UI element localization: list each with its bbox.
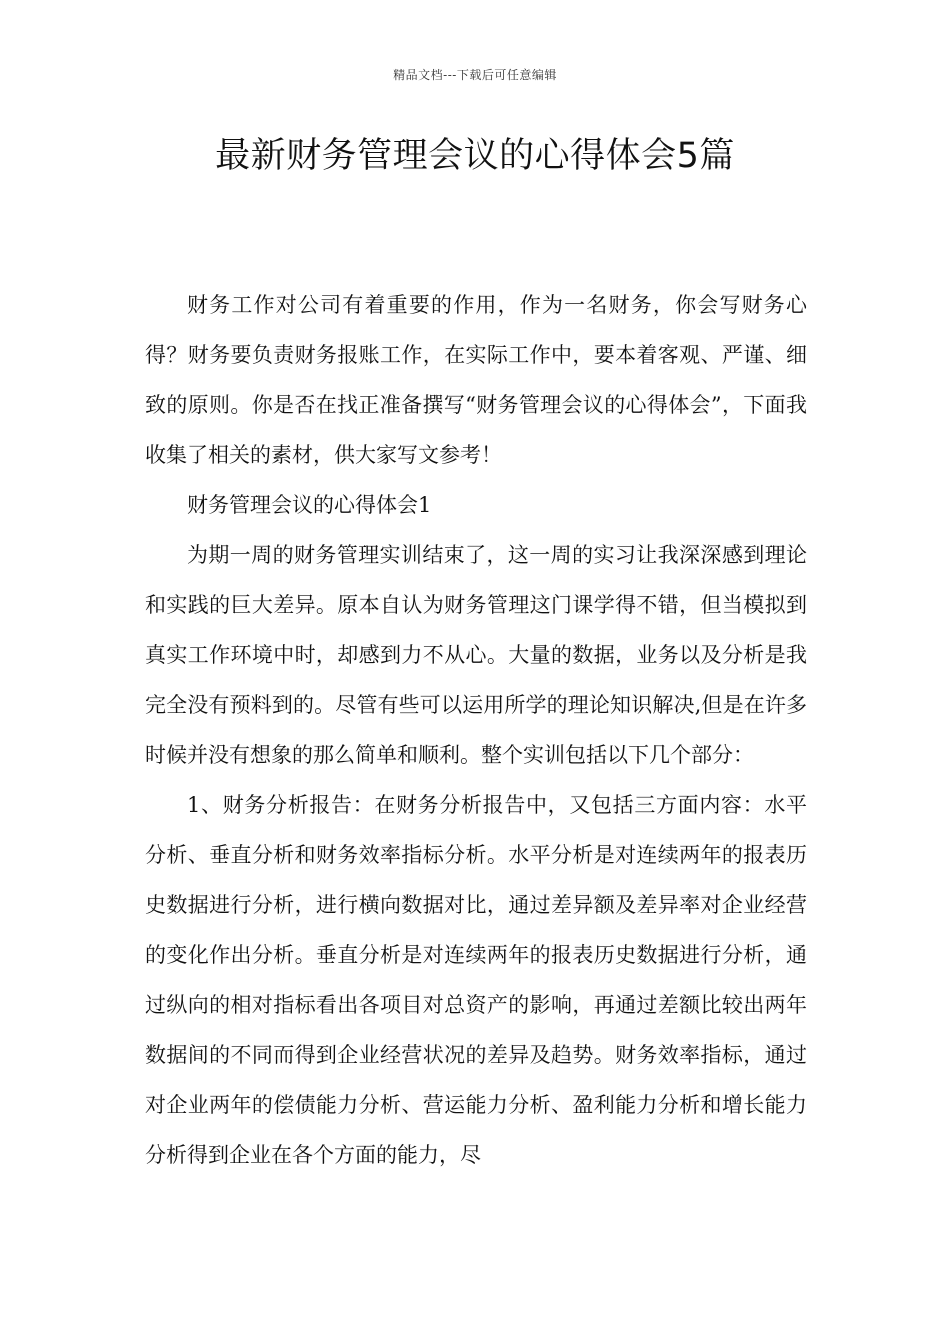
document-body <box>145 280 807 1180</box>
header-note: 精品文档---下载后可任意编辑 <box>393 68 557 82</box>
section-heading-1: 财务管理会议的心得体会1 <box>187 493 432 517</box>
document-title: 最新财务管理会议的心得体会5篇 <box>215 136 735 176</box>
body-paragraph: 为期一周的财务管理实训结束了，这一周的实习让我深深感到理论和实践的巨大差异。原本自认为财务管理这门课学得不错，但当模拟到真实工作环境中时，却感到力不从心。大量的数据，业务以及分析是我完全没有预料到的。尽管有些可以运用所学的理论知识解决,但是在许多时候并没有想象的那么简单和顺利。整个实训包括以下几个部分： <box>145 543 807 767</box>
intro-paragraph: 财务工作对公司有着重要的作用，作为一名财务，你会写财务心得？财务要负责财务报账工作，在实际工作中，要本着客观、严谨、细致的原则。你是否在找正准备撰写“财务管理会议的心得体会”，下面我收集了相关的素材，供大家写文参考！ <box>145 293 807 467</box>
body-paragraph: 1、财务分析报告：在财务分析报告中，又包括三方面内容：水平分析、垂直分析和财务效率指标分析。水平分析是对连续两年的报表历史数据进行分析，进行横向数据对比，通过差异额及差异率对企业经营的变化作出分析。垂直分析是对连续两年的报表历史数据进行分析，通过纵向的相对指标看出各项目对总资产的影响，再通过差额比较出两年数据间的不同而得到企业经营状况的差异及趋势。财务效率指标，通过对企业两年的偿债能力分析、营运能力分析、盈利能力分析和增长能力分析得到企业在各个方面的能力，尽 <box>145 793 807 1167</box>
